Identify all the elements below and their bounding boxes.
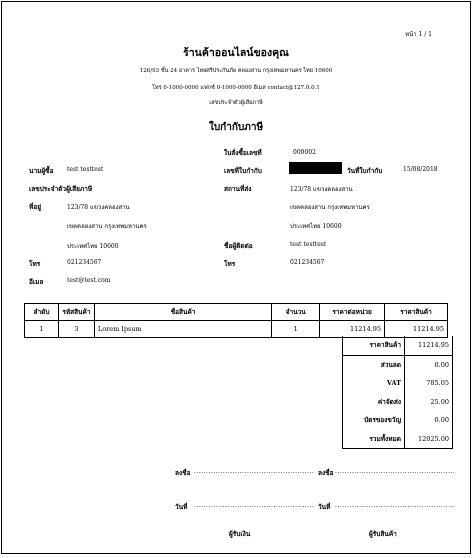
grand-total-label: รวมทั้งหมด bbox=[343, 430, 405, 449]
items-table bbox=[24, 303, 448, 338]
document-title: ใบกำกับภาษี bbox=[208, 122, 264, 133]
customer-name-value: test testtest bbox=[67, 166, 104, 173]
money-receiver-label: ผู้รับเงิน bbox=[229, 530, 251, 538]
totals-row-grand-total bbox=[343, 430, 453, 449]
right-date-label: วันที่ bbox=[318, 503, 331, 511]
order-no-label: ใบสั่งซื้อเลขที่ bbox=[224, 149, 262, 157]
cell-name: Lorem Ipsum bbox=[94, 321, 271, 338]
gift-card-value: 0.00 bbox=[405, 411, 453, 430]
subtotal-label: ราคาสินค้า bbox=[343, 336, 405, 355]
col-header-unit-price: ราคาต่อหน่วย bbox=[320, 304, 385, 321]
col-header-index: ลำดับ bbox=[25, 304, 59, 321]
ship-to-label: สถานที่ส่ง bbox=[224, 185, 252, 193]
email-value: test@test.com bbox=[67, 277, 111, 284]
goods-receiver-label: ผู้รับสินค้า bbox=[369, 530, 397, 538]
ship-phone-value: 021234567 bbox=[290, 259, 325, 266]
invoice-date-value: 15/08/2018 bbox=[403, 166, 438, 173]
discount-value: 0.00 bbox=[405, 355, 453, 374]
contact-name-label: ชื่อผู้ติดต่อ bbox=[224, 242, 253, 250]
buyer-address-line2: เขตคลองสาน กรุงเทพมหานคร bbox=[67, 223, 147, 230]
ship-address-line2: เขตคลองสาน กรุงเทพมหานคร bbox=[290, 204, 370, 211]
buyer-phone-label: โทร bbox=[29, 260, 41, 268]
ship-address-line1: 123/78 แขวงคลองสาน bbox=[290, 186, 353, 193]
table-row bbox=[25, 321, 448, 338]
buyer-phone-value: 021234567 bbox=[67, 259, 102, 266]
buyer-address-label: ที่อยู่ bbox=[29, 203, 41, 211]
right-sign-line: .................................................. bbox=[335, 468, 456, 475]
vat-label: VAT bbox=[343, 374, 405, 393]
grand-total-value: 12025.00 bbox=[405, 430, 453, 449]
cell-code: 3 bbox=[58, 321, 94, 338]
totals-row-discount bbox=[343, 355, 453, 374]
redacted-invoice-no bbox=[289, 162, 342, 174]
invoice-page bbox=[1, 1, 471, 554]
order-no-value: 000002 bbox=[293, 149, 316, 156]
contact-name-value: test testtest bbox=[290, 241, 327, 248]
shop-address: 126/93 ชั้น 24 อาคาร ไทยศรีประกันภัย คลองสาน กรุงเทพมหานคร ไทย 10600 bbox=[139, 68, 333, 74]
shop-name: ร้านค้าออนไลน์ของคุณ bbox=[183, 47, 289, 59]
totals-table bbox=[342, 336, 453, 449]
shipping-value: 25.00 bbox=[405, 393, 453, 412]
col-header-name: ชื่อสินค้า bbox=[94, 304, 271, 321]
col-header-qty: จำนวน bbox=[272, 304, 320, 321]
ship-address-line3: ประเทศไทย 10600 bbox=[290, 223, 342, 230]
invoice-no-label: เลขที่ใบกำกับ bbox=[224, 167, 262, 175]
buyer-tax-id-label: เลขประจำตัวผู้เสียภาษี bbox=[29, 185, 93, 193]
customer-name-label: นามผู้ซื้อ bbox=[29, 167, 54, 175]
email-label: อีเมล bbox=[29, 278, 44, 286]
items-header-row bbox=[25, 304, 448, 321]
page-number: หน้า 1 / 1 bbox=[405, 31, 432, 38]
left-date-label: วันที่ bbox=[175, 503, 188, 511]
left-date-line: .................................................. bbox=[194, 502, 315, 509]
discount-label: ส่วนลด bbox=[343, 355, 405, 374]
col-header-code: รหัสสินค้า bbox=[58, 304, 94, 321]
gift-card-label: บัตรของขวัญ bbox=[343, 411, 405, 430]
vat-value: 785.05 bbox=[405, 374, 453, 393]
left-sign-label: ลงชื่อ bbox=[175, 469, 191, 477]
right-date-line: .................................................. bbox=[335, 502, 456, 509]
buyer-address-line3: ประเทศไทย 10600 bbox=[67, 243, 119, 250]
cell-unit-price: 11214.95 bbox=[320, 321, 385, 338]
cell-index: 1 bbox=[25, 321, 59, 338]
left-sign-line: .................................................. bbox=[194, 468, 315, 475]
shop-contact: โทร 0-1000-0000 แฟกซ์ 0-1000-0000 อีเมล contact@127.0.0.1 bbox=[152, 85, 320, 91]
subtotal-value: 11214.95 bbox=[405, 336, 453, 355]
cell-amount: 11214.95 bbox=[385, 321, 448, 338]
totals-row-vat bbox=[343, 374, 453, 393]
totals-row-subtotal bbox=[343, 336, 453, 355]
right-sign-label: ลงชื่อ bbox=[318, 469, 334, 477]
buyer-address-line1: 123/78 แขวงคลองสาน bbox=[67, 204, 130, 211]
shop-tax-id: เลขประจำตัวผู้เสียภาษี bbox=[209, 100, 263, 106]
shipping-label: ค่าจัดส่ง bbox=[343, 393, 405, 412]
invoice-date-label: วันที่ใบกำกับ bbox=[347, 167, 383, 175]
totals-row-shipping bbox=[343, 393, 453, 412]
col-header-amount: ราคาสินค้า bbox=[385, 304, 448, 321]
totals-row-gift-card bbox=[343, 411, 453, 430]
cell-qty: 1 bbox=[272, 321, 320, 338]
ship-phone-label: โทร bbox=[224, 260, 236, 268]
